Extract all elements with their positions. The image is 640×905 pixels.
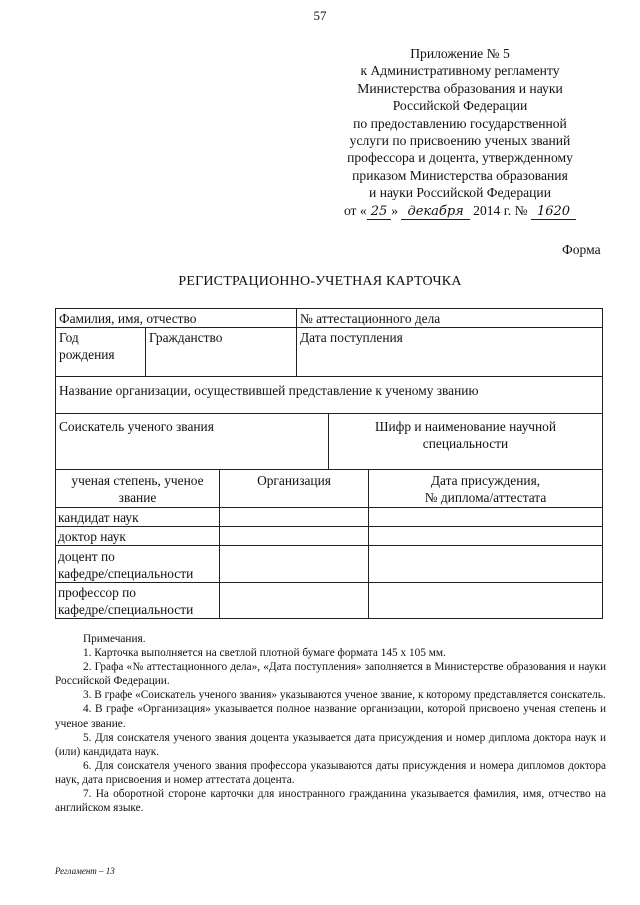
appendix-line: услуги по присвоению ученых званий xyxy=(349,133,571,149)
table-rule xyxy=(55,308,603,309)
handwritten-day: 25 xyxy=(367,204,392,220)
table-rule xyxy=(55,507,603,508)
organization-name-label: Название организации, осуществившей представление к ученому званию xyxy=(59,383,479,398)
document-title: РЕГИСТРАЦИОННО-УЧЕТНАЯ КАРТОЧКА xyxy=(178,274,462,289)
column-header-organization: Организация xyxy=(257,473,331,488)
appendix-line: Министерства образования и науки xyxy=(357,80,563,96)
note-item: 5. Для соискателя ученого звания доцента указывается дата присуждения и номер диплома доктора наук и (или) кандидата наук. xyxy=(55,731,606,758)
table-rule xyxy=(55,413,603,414)
notes-section xyxy=(55,632,606,815)
table-rule xyxy=(55,618,603,619)
table-rule xyxy=(55,308,56,619)
applicant-title-label: Соискатель ученого звания xyxy=(59,419,214,434)
note-item: 3. В графе «Соискатель ученого звания» указываются ученое звание, к которому представляется соискатель. xyxy=(83,689,606,702)
column-header-degree: ученая степень, ученое звание xyxy=(71,473,204,505)
registration-card-table xyxy=(55,308,603,619)
table-rule xyxy=(602,308,603,619)
appendix-line: приказом Министерства образования xyxy=(352,167,568,183)
appendix-line: по предоставлению государственной xyxy=(353,115,567,131)
table-rule xyxy=(55,469,603,470)
table-rule xyxy=(55,526,603,527)
handwritten-month: декабря xyxy=(401,204,469,220)
full-name-label: Фамилия, имя, отчество xyxy=(59,311,197,326)
page-number: 57 xyxy=(313,8,327,23)
table-rule xyxy=(55,376,603,377)
approval-date: от « 25 » декабря 2014 г. № 1620 xyxy=(300,202,620,220)
appendix-header xyxy=(300,45,620,220)
table-row-label: профессор по кафедре/специальности xyxy=(58,585,194,617)
specialty-label: Шифр и наименование научной специальности xyxy=(374,419,557,451)
note-item: 7. На оборотной стороне карточки для иностранного гражданина указывается фамилия, имя, отчество на английском языке. xyxy=(55,788,606,815)
column-header-award-date: Дата присуждения, № диплома/аттестата xyxy=(424,473,547,505)
table-rule xyxy=(55,582,603,583)
birth-year-label: Год рождения xyxy=(59,330,115,362)
note-item: 1. Карточка выполняется на светлой плотной бумаге формата 145 х 105 мм. xyxy=(83,647,446,660)
citizenship-label: Гражданство xyxy=(149,330,223,345)
table-row-label: доктор наук xyxy=(58,529,126,544)
page-footer: Регламент – 13 xyxy=(55,866,115,876)
table-row-label: доцент по кафедре/специальности xyxy=(58,549,194,581)
notes-heading: Примечания. xyxy=(83,633,146,645)
table-rule xyxy=(145,327,146,376)
case-number-label: № аттестационного дела xyxy=(300,311,441,326)
table-rule xyxy=(296,308,297,376)
appendix-line: Российской Федерации xyxy=(392,98,528,114)
appendix-line: Приложение № 5 xyxy=(410,46,510,61)
form-label: Форма xyxy=(562,242,601,257)
table-rule xyxy=(55,327,603,328)
table-rule xyxy=(55,545,603,546)
note-item: 6. Для соискателя ученого звания профессора указываются даты присуждения и номера дипломов доктора наук, дата присвоения и номер аттестата доцента. xyxy=(55,759,606,786)
note-item: 4. В графе «Организация» указывается полное название организации, которой присвоено ученая степень и ученое звание. xyxy=(55,703,606,730)
note-item: 2. Графа «№ аттестационного дела», «Дата поступления» заполняется в Министерстве образования и науки Российской Федерации. xyxy=(55,661,606,688)
table-row-label: кандидат наук xyxy=(58,510,139,525)
appendix-line: профессора и доцента, утвержденному xyxy=(347,150,573,166)
appendix-line: и науки Российской Федерации xyxy=(369,185,551,201)
table-rule xyxy=(219,469,220,619)
receipt-date-label: Дата поступления xyxy=(300,330,403,345)
handwritten-order-number: 1620 xyxy=(531,204,576,220)
appendix-line: к Административному регламенту xyxy=(360,63,560,79)
